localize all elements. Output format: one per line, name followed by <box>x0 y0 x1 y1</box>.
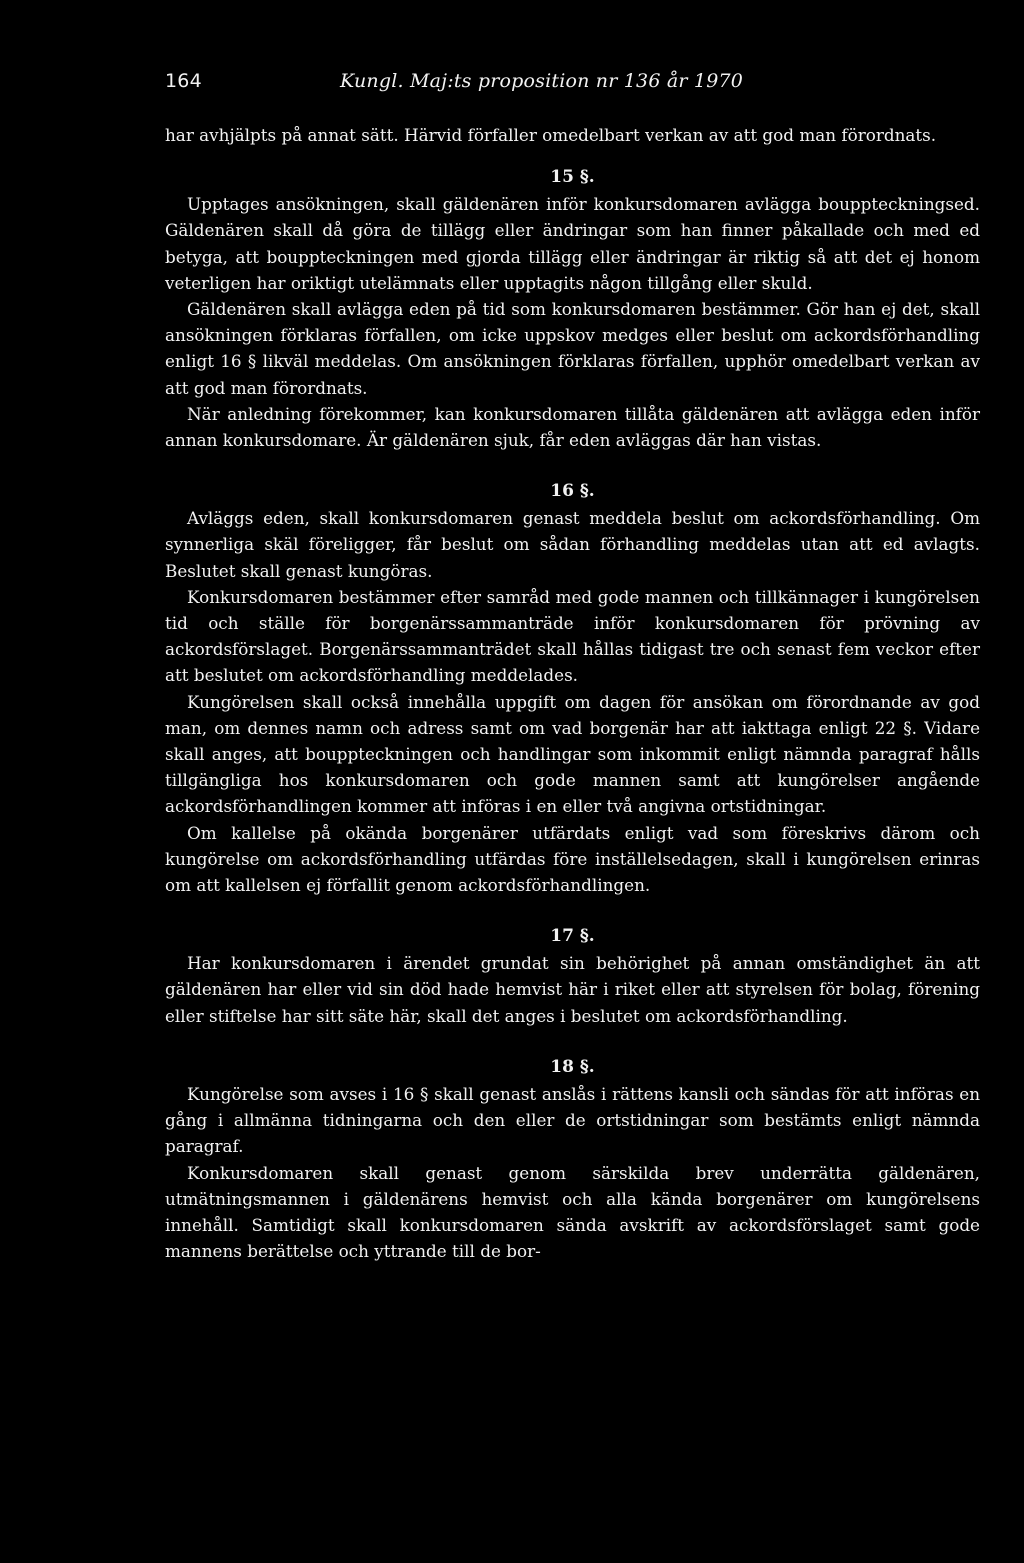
paragraph: Kungörelse som avses i 16 § skall genast anslås i rättens kansli och sändas för att införas en gång i allmänna tidningarna och den eller de ortstidningar som bestämts enligt nämnda paragraf. <box>165 1083 980 1157</box>
paragraph: Upptages ansökningen, skall gäldenären inför konkursdomaren avlägga bouppteckningsed. Gäldenären skall då göra de tillägg eller ändringar som han finner påkallade och med ed betyga, att bouppteckningen med gjorda tillägg eller ändringar är riktig så att det ej honom veterligen har oriktigt utelämnats eller upptagits någon tillgång eller skuld. <box>165 194 980 293</box>
paragraph: Konkursdomaren skall genast genom särskilda brev underrätta gäldenären, utmätningsmannen i gäldenärens hemvist och alla kända borgenärer om kungörelsens innehåll. Samtidigt skall konkursdomaren sända avskrift av ackordsförslaget samt gode mannens berättelse och yttrande till de bor- <box>165 1162 980 1262</box>
publication-title: Kungl. Maj:ts proposition nr 136 år 1970 <box>340 70 744 92</box>
section-18 <box>165 1056 980 1264</box>
paragraph: Konkursdomaren bestämmer efter samråd med gode mannen och tillkännager i kungörelsen tid och ställe för borgenärssammanträde inför konkursdomaren för prövning av ackordsförslaget. Borgenärssammanträdet skall hållas tidigast tre och senast fem veckor efter att beslutet om ackordsförhandling meddelades. <box>165 586 980 686</box>
document-page <box>165 70 980 1264</box>
section-16 <box>165 480 980 898</box>
section-17 <box>165 925 980 1029</box>
paragraph: Gäldenären skall avlägga eden på tid som konkursdomaren bestämmer. Gör han ej det, skall ansökningen förklaras förfallen, om icke uppskov medges eller beslut om ackordsförhandling enligt 16 § likväl meddelas. Om ansökningen förklaras förfallen, upphör omedelbart verkan av att god man förordnats. <box>165 299 980 398</box>
section-heading: 17 §. <box>550 926 595 947</box>
page-number: 164 <box>165 70 202 92</box>
paragraph: Avläggs eden, skall konkursdomaren genast meddela beslut om ackordsförhandling. Om synnerliga skäl föreligger, får beslut om sådan förhandling meddelas utan att ed avlagts. Beslutet skall genast kungöras. <box>165 508 980 581</box>
continuation-paragraph: har avhjälpts på annat sätt. Härvid förfaller omedelbart verkan av att god man förordnats. <box>165 125 937 145</box>
section-heading: 15 §. <box>550 167 595 188</box>
paragraph: Har konkursdomaren i ärendet grundat sin behörighet på annan omständighet än att gäldenären har eller vid sin död hade hemvist här i riket eller att styrelsen för bolag, förening eller stiftelse har sitt säte här, skall det anges i beslutet om ackordsförhandling. <box>165 953 980 1026</box>
section-heading: 18 §. <box>550 1056 595 1077</box>
paragraph: Om kallelse på okända borgenärer utfärdats enligt vad som föreskrivs därom och kungörelse om ackordsförhandling utfärdas före inställelsedagen, skall i kungörelsen erinras om att kallelsen ej förfallit genom ackordsförhandlingen. <box>165 822 980 896</box>
running-header <box>165 70 980 104</box>
paragraph: Kungörelsen skall också innehålla uppgift om dagen för ansökan om förordnande av god man, om dennes namn och adress samt om vad borgenär har att iakttaga enligt 22 §. Vidare skall anges, att bouppteckningen och handlingar som inkommit enligt nämnda paragraf hålls tillgängliga hos konkursdomaren och gode mannen samt att kungörelser angående ackordsförhandlingen kommer att införas i en eller två angivna ortstidningar. <box>165 691 980 817</box>
section-15 <box>165 166 980 453</box>
section-heading: 16 §. <box>550 481 595 502</box>
paragraph: När anledning förekommer, kan konkursdomaren tillåta gäldenären att avlägga eden inför annan konkursdomare. Är gäldenären sjuk, får eden avläggas där han vistas. <box>165 403 980 451</box>
